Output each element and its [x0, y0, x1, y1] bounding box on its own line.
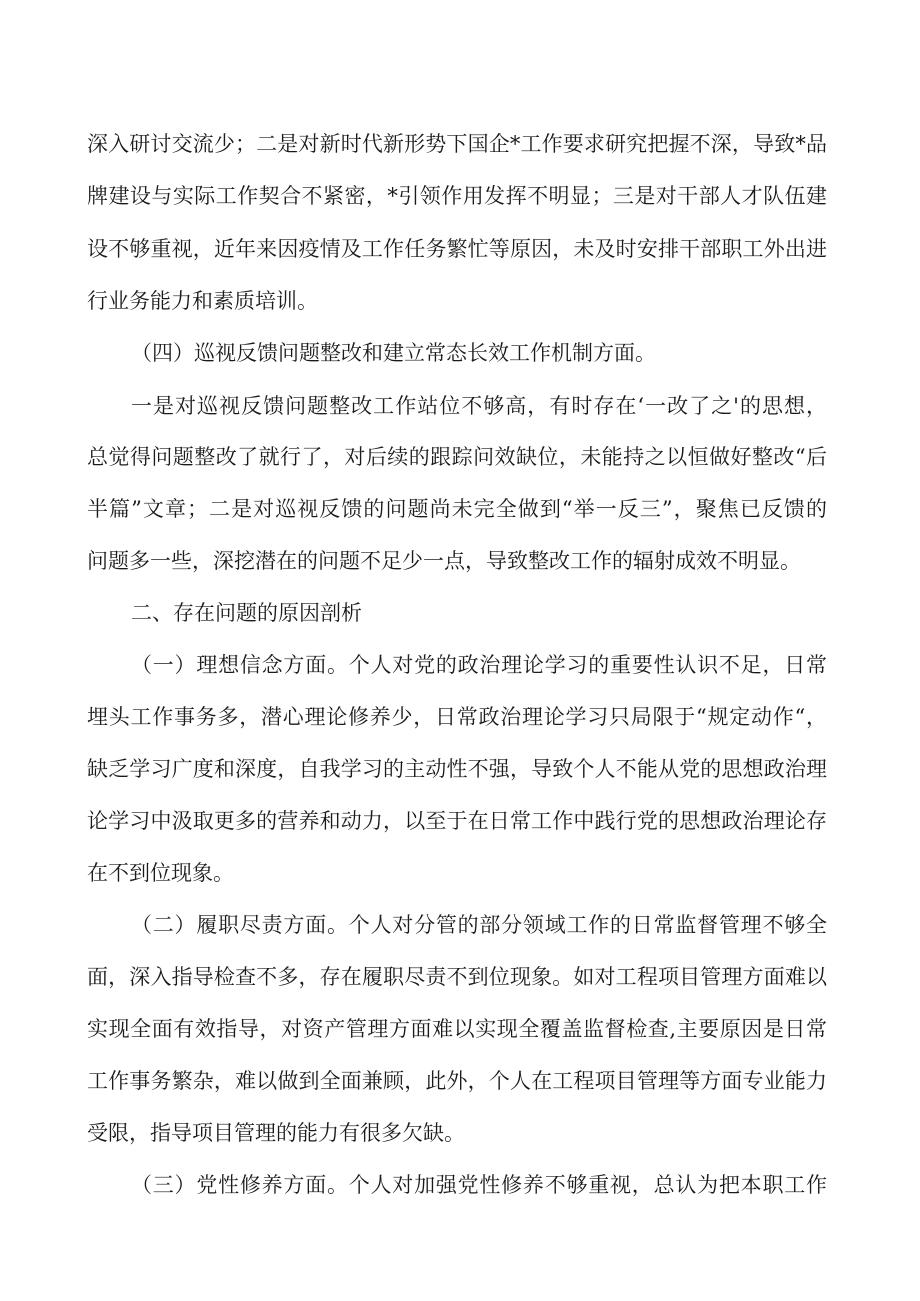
section-heading: （四）巡视反馈问题整改和建立常态长效工作机制方面。	[131, 341, 656, 365]
paragraph-line: 问题多一些，深挖潜在的问题不足少一点，导致整改工作的辐射成效不明显。	[87, 549, 801, 573]
paragraph-line: 埋头工作事务多，潜心理论修养少，日常政治理论学习只局限于“规定动作“，	[87, 705, 827, 729]
paragraph-line: 深入研讨交流少；二是对新时代新形势下国企*工作要求研究把握不深，导致*品	[87, 132, 827, 156]
section-heading: 二、存在问题的原因剖析	[131, 601, 362, 625]
paragraph-line: 面，深入指导检查不多，存在履职尽责不到位现象。如对工程项目管理方面难以	[87, 965, 827, 989]
paragraph-line: 牌建设与实际工作契合不紧密，*引领作用发挥不明显；三是对干部人才队伍建	[87, 184, 827, 208]
paragraph-line: 总觉得问题整改了就行了，对后续的跟踪问效缺位，未能持之以恒做好整改“后	[87, 445, 827, 469]
paragraph-line: 受限，指导项目管理的能力有很多欠缺。	[87, 1121, 465, 1145]
paragraph-line: 设不够重视，近年来因疫情及工作任务繁忙等原因，未及时安排干部职工外出进	[87, 237, 827, 261]
paragraph-line: （一）理想信念方面。个人对党的政治理论学习的重要性认识不足，日常	[131, 653, 827, 677]
paragraph-line: 行业务能力和素质培训。	[87, 289, 318, 313]
paragraph-line: （二）履职尽责方面。个人对分管的部分领域工作的日常监督管理不够全	[131, 913, 827, 937]
paragraph-line: 实现全面有效指导，对资产管理方面难以实现全覆盖监督检查,主要原因是日常	[87, 1017, 827, 1041]
paragraph-line: 一是对巡视反馈问题整改工作站位不够高，有时存在‘一改了之'的思想，	[131, 394, 827, 418]
paragraph-line: 缺乏学习广度和深度，自我学习的主动性不强，导致个人不能从党的思想政治理	[87, 757, 827, 781]
paragraph-line: （三）党性修养方面。个人对加强党性修养不够重视，总认为把本职工作	[131, 1173, 827, 1197]
paragraph-line: 在不到位现象。	[87, 861, 234, 885]
paragraph-line: 半篇”文章；二是对巡视反馈的问题尚未完全做到“举一反三”，聚焦已反馈的	[87, 497, 827, 521]
paragraph-line: 工作事务繁杂，难以做到全面兼顾，此外，个人在工程项目管理等方面专业能力	[87, 1069, 827, 1093]
paragraph-line: 论学习中汲取更多的营养和动力，以至于在日常工作中践行党的思想政治理论存	[87, 809, 827, 833]
